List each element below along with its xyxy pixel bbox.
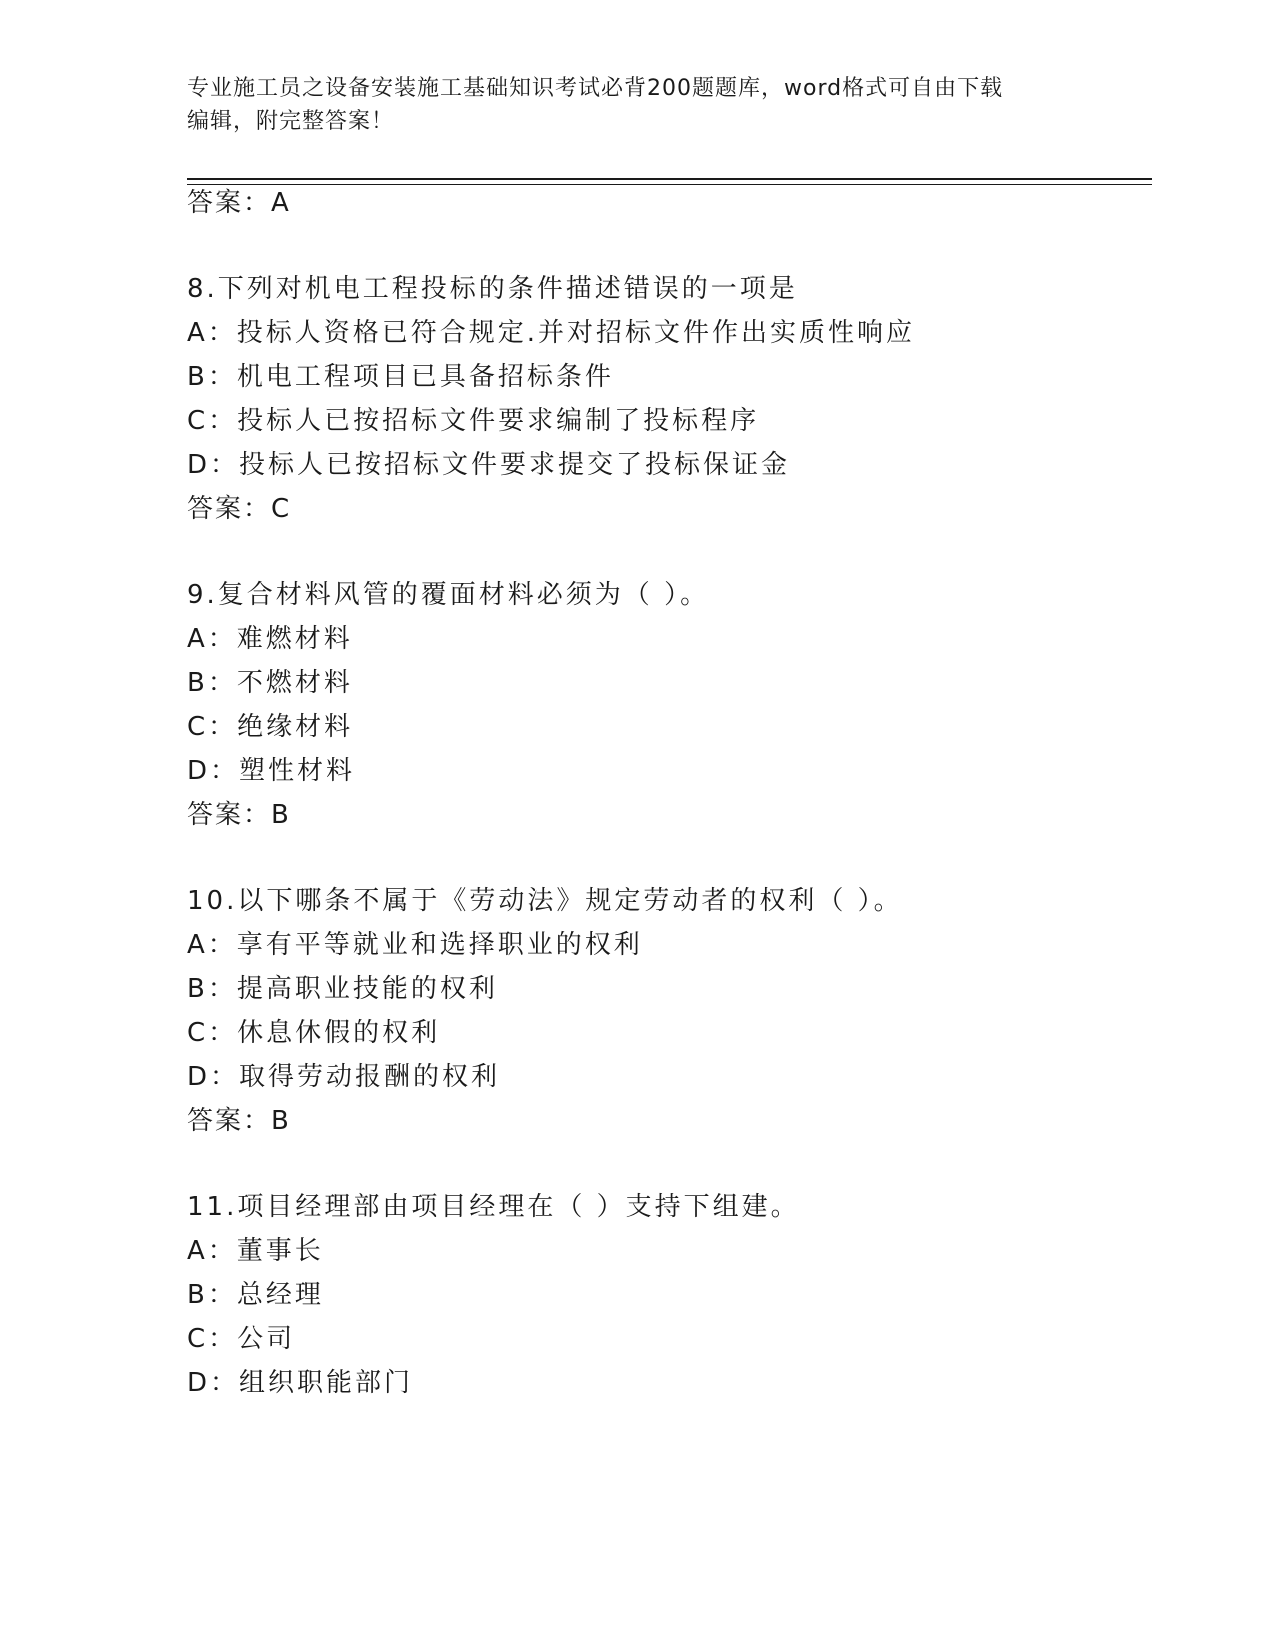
question-11-option-c: C：公司 (187, 1324, 296, 1354)
question-10-option-d: D：取得劳动报酬的权利 (187, 1062, 501, 1092)
question-8-stem: 8.下列对机电工程投标的条件描述错误的一项是 (187, 274, 798, 304)
header-line-1: 专业施工员之设备安装施工基础知识考试必背200题题库，word格式可自由下载 (187, 76, 1004, 101)
answer-previous: 答案：A (187, 188, 291, 218)
question-10-option-c: C：休息休假的权利 (187, 1018, 441, 1048)
question-10-option-a: A：享有平等就业和选择职业的权利 (187, 930, 643, 960)
question-10-option-b: B：提高职业技能的权利 (187, 974, 498, 1004)
question-9-option-c: C：绝缘材料 (187, 712, 354, 742)
header-line-2: 编辑，附完整答案！ (187, 109, 395, 134)
question-8-option-c: C：投标人已按招标文件要求编制了投标程序 (187, 406, 760, 436)
question-9-answer: 答案：B (187, 800, 291, 830)
question-9-option-b: B：不燃材料 (187, 668, 353, 698)
question-9-option-d: D：塑性材料 (187, 756, 356, 786)
question-8-option-a: A：投标人资格已符合规定.并对招标文件作出实质性响应 (187, 318, 916, 348)
question-11-stem: 11.项目经理部由项目经理在（ ）支持下组建。 (187, 1192, 800, 1222)
header-divider-thin (187, 184, 1152, 185)
question-11-option-a: A：董事长 (187, 1236, 324, 1266)
question-11-option-d: D：组织职能部门 (187, 1368, 414, 1398)
question-8-answer: 答案：C (187, 494, 292, 524)
question-8-option-d: D：投标人已按招标文件要求提交了投标保证金 (187, 450, 791, 480)
question-10-answer: 答案：B (187, 1106, 291, 1136)
question-8-option-b: B：机电工程项目已具备招标条件 (187, 362, 614, 392)
question-10-stem: 10.以下哪条不属于《劳动法》规定劳动者的权利（ ）。 (187, 886, 903, 916)
header-divider-thick (187, 178, 1152, 180)
question-9-stem: 9.复合材料风管的覆面材料必须为（ ）。 (187, 580, 710, 610)
document-header (187, 72, 1067, 138)
question-11-option-b: B：总经理 (187, 1280, 324, 1310)
question-9-option-a: A：难燃材料 (187, 624, 353, 654)
